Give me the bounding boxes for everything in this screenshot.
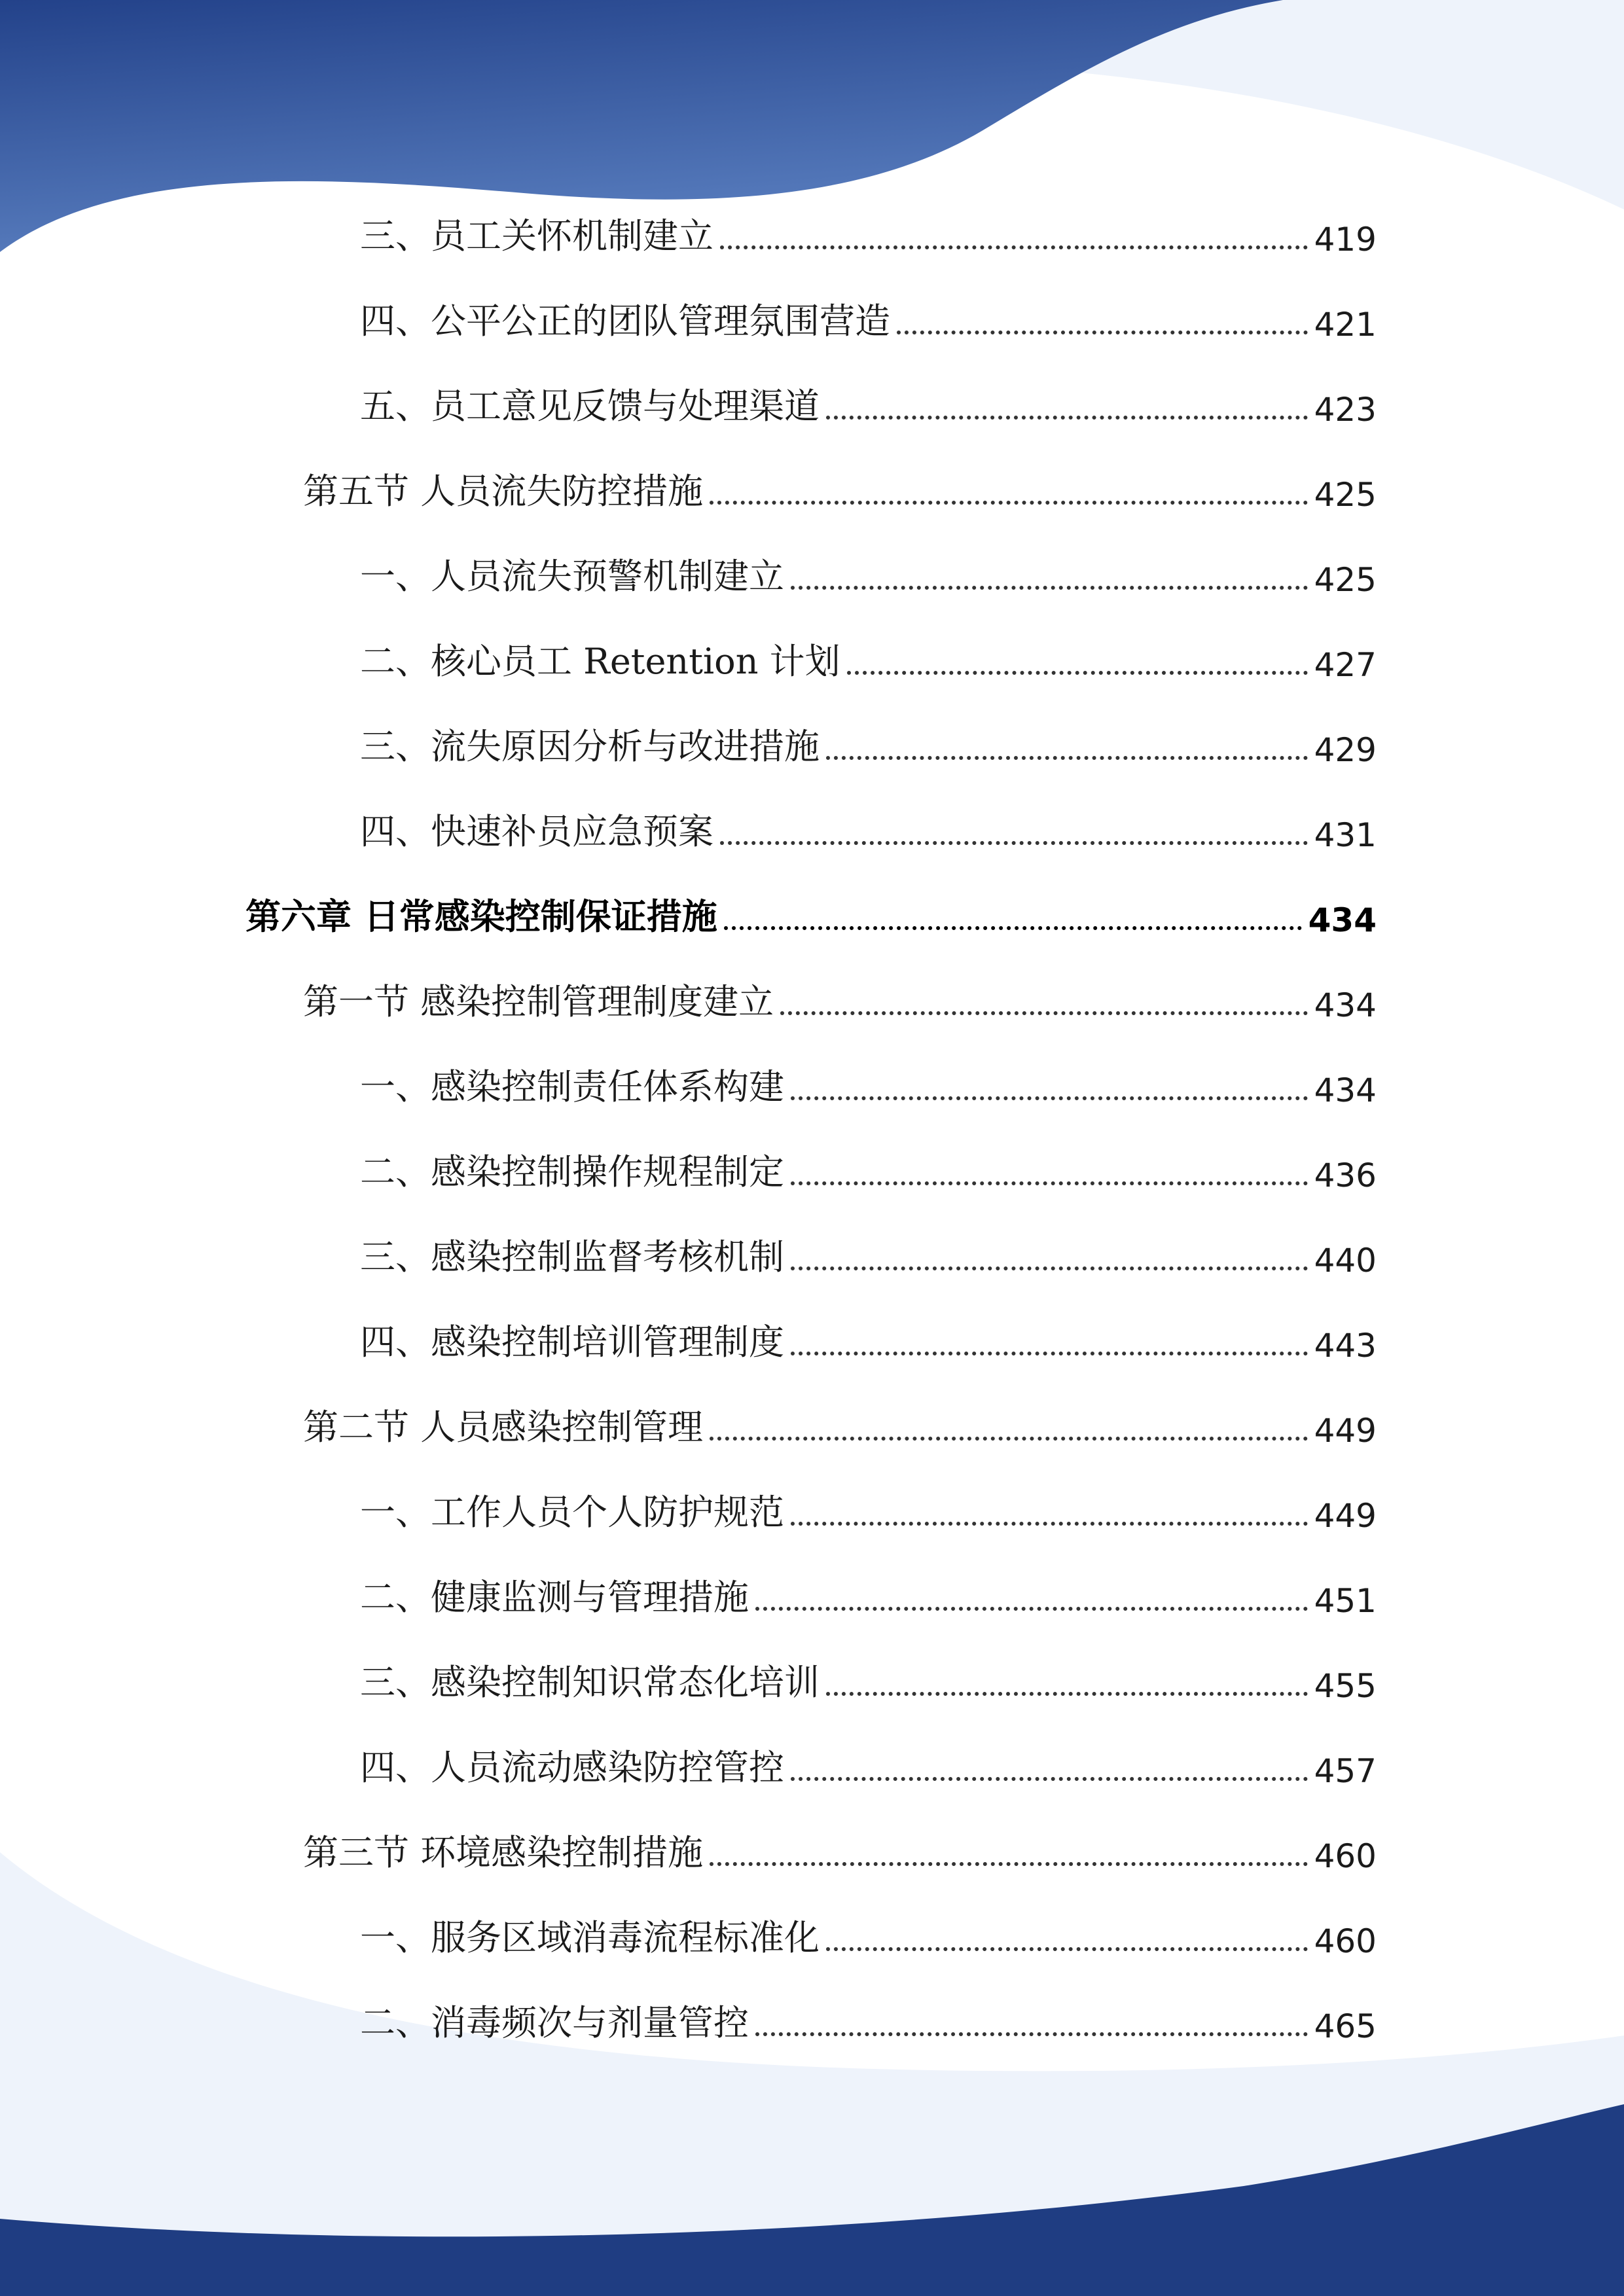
toc-entry-item[interactable] (360, 547, 1377, 599)
dot-leader (791, 1266, 1308, 1270)
toc-entry-section[interactable] (303, 461, 1377, 514)
toc-entry-title: 一、人员流失预警机制建立 (360, 556, 784, 597)
toc-entry-item[interactable] (360, 1142, 1377, 1194)
toc-entry-title: 五、员工意见反馈与处理渠道 (360, 386, 820, 427)
toc-entry-page-number: 423 (1314, 391, 1377, 429)
dot-leader (720, 245, 1308, 249)
toc-entry-title: 二、感染控制操作规程制定 (360, 1151, 784, 1193)
dot-leader (826, 756, 1308, 760)
toc-entry-page-number: 440 (1314, 1242, 1377, 1280)
dot-leader (791, 1777, 1308, 1781)
dot-leader (724, 926, 1302, 930)
toc-entry-page-number: 449 (1314, 1412, 1377, 1450)
toc-entry-page-number: 455 (1314, 1667, 1377, 1705)
toc-entry-page-number: 443 (1314, 1327, 1377, 1365)
toc-entry-page-number: 427 (1314, 646, 1377, 684)
toc-entry-title: 四、公平公正的团队管理氛围营造 (360, 300, 890, 342)
toc-entry-item[interactable] (360, 1568, 1377, 1620)
toc-entry-page-number: 457 (1314, 1752, 1377, 1790)
dot-leader (791, 586, 1308, 590)
toc-entry-title: 二、健康监测与管理措施 (360, 1577, 749, 1618)
toc-entry-item[interactable] (360, 1227, 1377, 1280)
toc-entry-item[interactable] (360, 1057, 1377, 1109)
dot-leader (897, 331, 1308, 334)
toc-entry-page-number: 460 (1314, 1922, 1377, 1960)
toc-entry-page-number: 434 (1308, 901, 1377, 939)
toc-entry-title: 四、快速补员应急预案 (360, 811, 713, 852)
toc-entry-section[interactable] (303, 1397, 1377, 1450)
toc-entry-item[interactable] (360, 206, 1377, 259)
toc-entry-item[interactable] (360, 291, 1377, 344)
dot-leader (791, 1352, 1308, 1355)
toc-entry-title: 四、感染控制培训管理制度 (360, 1321, 784, 1363)
toc-entry-item[interactable] (360, 376, 1377, 429)
dot-leader (826, 1692, 1308, 1696)
dot-leader (780, 1011, 1307, 1015)
dot-leader (826, 416, 1308, 420)
toc-entry-title: 第三节 环境感染控制措施 (303, 1832, 704, 1873)
dot-leader (710, 1862, 1307, 1866)
dot-leader (791, 1096, 1308, 1100)
toc-entry-item[interactable] (360, 1738, 1377, 1790)
toc-entry-item[interactable] (360, 1993, 1377, 2045)
toc-entry-page-number: 434 (1314, 1071, 1377, 1109)
toc-entry-section[interactable] (303, 1823, 1377, 1875)
toc-entry-title: 三、感染控制知识常态化培训 (360, 1662, 820, 1703)
toc-entry-title: 二、消毒频次与剂量管控 (360, 2002, 749, 2043)
toc-entry-title: 三、员工关怀机制建立 (360, 215, 713, 257)
dot-leader (710, 1437, 1307, 1441)
toc-entry-title: 第一节 感染控制管理制度建立 (303, 981, 774, 1022)
toc-entry-section[interactable] (303, 972, 1377, 1024)
dot-leader (710, 501, 1307, 505)
toc-entry-item[interactable] (360, 802, 1377, 854)
toc-entry-title: 三、流失原因分析与改进措施 (360, 726, 820, 767)
toc-entry-page-number: 449 (1314, 1497, 1377, 1535)
dot-leader (847, 671, 1308, 675)
toc-entry-chapter[interactable] (245, 887, 1377, 939)
toc-entry-item[interactable] (360, 632, 1377, 684)
dot-leader (720, 841, 1308, 845)
toc-entry-page-number: 436 (1314, 1157, 1377, 1194)
toc-entry-title: 第六章 日常感染控制保证措施 (245, 896, 717, 937)
toc-entry-title: 三、感染控制监督考核机制 (360, 1236, 784, 1278)
toc-entry-title: 四、人员流动感染防控管控 (360, 1747, 784, 1788)
toc-entry-title: 一、感染控制责任体系构建 (360, 1066, 784, 1107)
toc-entry-page-number: 421 (1314, 306, 1377, 344)
toc-entry-item[interactable] (360, 717, 1377, 769)
dot-leader (791, 1181, 1308, 1185)
toc-entry-title: 二、核心员工 Retention 计划 (360, 641, 840, 682)
toc-entry-page-number: 460 (1314, 1837, 1377, 1875)
toc-entry-item[interactable] (360, 1653, 1377, 1705)
toc-entry-page-number: 419 (1314, 221, 1377, 259)
toc-entry-item[interactable] (360, 1312, 1377, 1365)
toc-entry-title: 第五节 人员流失防控措施 (303, 471, 704, 512)
toc-entry-title: 一、服务区域消毒流程标准化 (360, 1917, 820, 1958)
dot-leader (826, 1947, 1308, 1951)
toc-entry-page-number: 425 (1314, 561, 1377, 599)
dot-leader (791, 1522, 1308, 1526)
toc-entry-page-number: 431 (1314, 816, 1377, 854)
dot-leader (755, 1607, 1308, 1611)
toc-entry-title: 第二节 人员感染控制管理 (303, 1407, 704, 1448)
toc-entry-page-number: 451 (1314, 1582, 1377, 1620)
dot-leader (755, 2032, 1308, 2036)
toc-entry-item[interactable] (360, 1482, 1377, 1535)
toc-entry-page-number: 429 (1314, 731, 1377, 769)
toc-entry-page-number: 425 (1314, 476, 1377, 514)
toc-entry-title: 一、工作人员个人防护规范 (360, 1492, 784, 1533)
toc-entry-page-number: 434 (1314, 986, 1377, 1024)
toc-entry-item[interactable] (360, 1908, 1377, 1960)
toc-entry-page-number: 465 (1314, 2007, 1377, 2045)
